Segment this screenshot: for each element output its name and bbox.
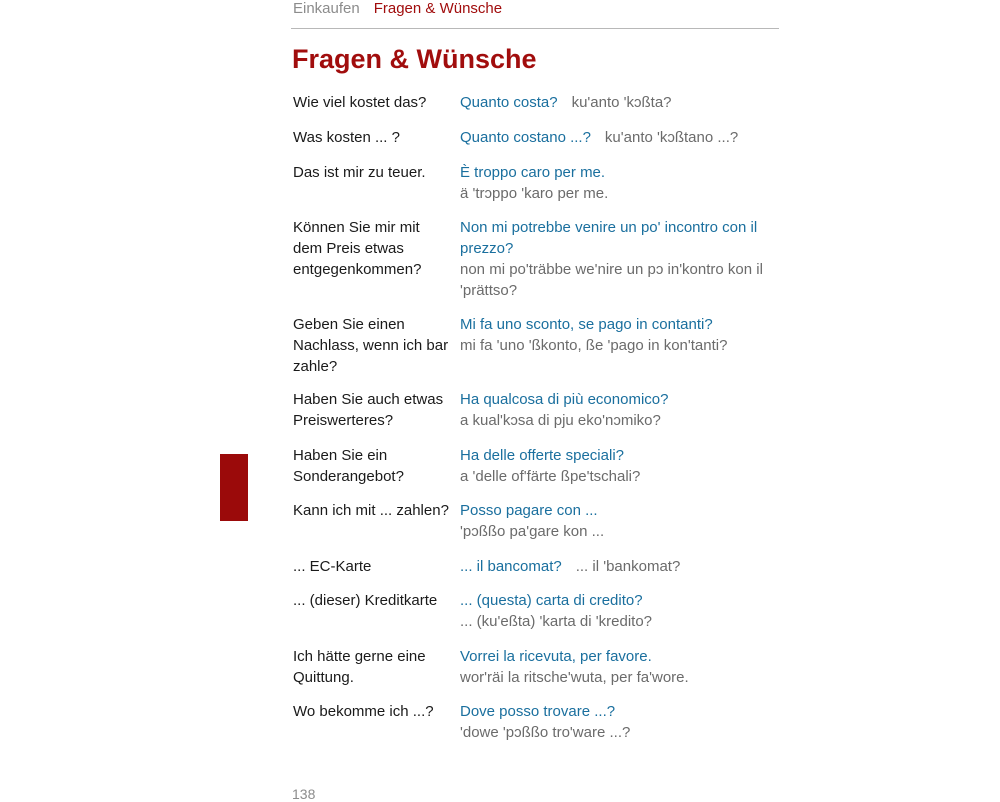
german-phrase: Wie viel kostet das?	[293, 94, 427, 111]
pronunciation: ... (ku'eßta) 'karta di 'kredito?	[460, 613, 652, 630]
translation	[460, 500, 780, 542]
pronunciation: ku'anto 'kɔßtano ...?	[604, 129, 739, 146]
pronunciation: ä 'trɔppo 'karo per me.	[460, 185, 609, 202]
german-phrase: Was kosten ... ?	[293, 129, 400, 146]
translation	[460, 127, 780, 148]
italian-phrase: Quanto costa?	[460, 94, 558, 111]
translation	[460, 590, 780, 632]
italian-phrase: Dove posso trovare ...?	[460, 703, 616, 720]
pronunciation: ku'anto 'kɔßta?	[571, 94, 672, 111]
italian-phrase: Non mi potrebbe venire un po' incontro con il prezzo?	[460, 219, 758, 257]
italian-phrase: Ha delle offerte speciali?	[460, 447, 624, 464]
pronunciation: non mi po'träbbe we'nire un pɔ in'kontro kon il 'prättso?	[460, 261, 763, 299]
translation	[460, 389, 780, 431]
header-current-topic: Fragen & Wünsche	[373, 0, 503, 17]
translation	[460, 701, 780, 743]
translation	[460, 92, 780, 113]
pronunciation: wor'räi la ritsche'wuta, per fa'wore.	[460, 669, 689, 686]
pronunciation: 'dowe 'pɔßßo tro'ware ...?	[460, 724, 631, 741]
pronunciation: a 'delle of'färte ßpe'tschali?	[460, 468, 641, 485]
italian-phrase: ... il bancomat?	[460, 558, 562, 575]
german-phrase: Haben Sie ein Sonderangebot?	[293, 447, 404, 485]
pronunciation: mi fa 'uno 'ßkonto, ße 'pago in kon'tanti?	[460, 337, 728, 354]
chapter-thumb-tab	[220, 454, 248, 521]
italian-phrase: Posso pagare con ...	[460, 502, 598, 519]
german-phrase: ... (dieser) Kreditkarte	[293, 592, 438, 609]
italian-phrase: Ha qualcosa di più economico?	[460, 391, 669, 408]
running-header	[293, 0, 502, 18]
italian-phrase: Vorrei la ricevuta, per favore.	[460, 648, 652, 665]
german-phrase: Geben Sie einen Nachlass, wenn ich bar zahle?	[293, 316, 449, 375]
translation	[460, 162, 780, 204]
translation	[460, 556, 780, 577]
italian-phrase: ... (questa) carta di credito?	[460, 592, 643, 609]
german-phrase: Kann ich mit ... zahlen?	[293, 502, 449, 519]
german-phrase: Das ist mir zu teuer.	[293, 164, 426, 181]
pronunciation: a kual'kɔsa di pju eko'nɔmiko?	[460, 412, 661, 429]
page-number: 138	[292, 786, 316, 802]
pronunciation: 'pɔßßo pa'gare kon ...	[460, 523, 605, 540]
header-section: Einkaufen	[293, 0, 360, 17]
translation	[460, 646, 780, 688]
german-phrase: Haben Sie auch etwas Preiswerteres?	[293, 391, 444, 429]
italian-phrase: Mi fa uno sconto, se pago in contanti?	[460, 316, 713, 333]
german-phrase: Ich hätte gerne eine Quittung.	[293, 648, 426, 686]
translation	[460, 217, 780, 301]
german-phrase: Können Sie mir mit dem Preis etwas entgegenkommen?	[293, 219, 422, 278]
pronunciation: ... il 'bankomat?	[575, 558, 681, 575]
translation	[460, 314, 780, 356]
italian-phrase: È troppo caro per me.	[460, 164, 606, 181]
german-phrase: Wo bekomme ich ...?	[293, 703, 434, 720]
page-title: Fragen & Wünsche	[292, 44, 537, 74]
german-phrase: ... EC-Karte	[293, 558, 372, 575]
translation	[460, 445, 780, 487]
header-divider	[291, 28, 779, 29]
italian-phrase: Quanto costano ...?	[460, 129, 591, 146]
